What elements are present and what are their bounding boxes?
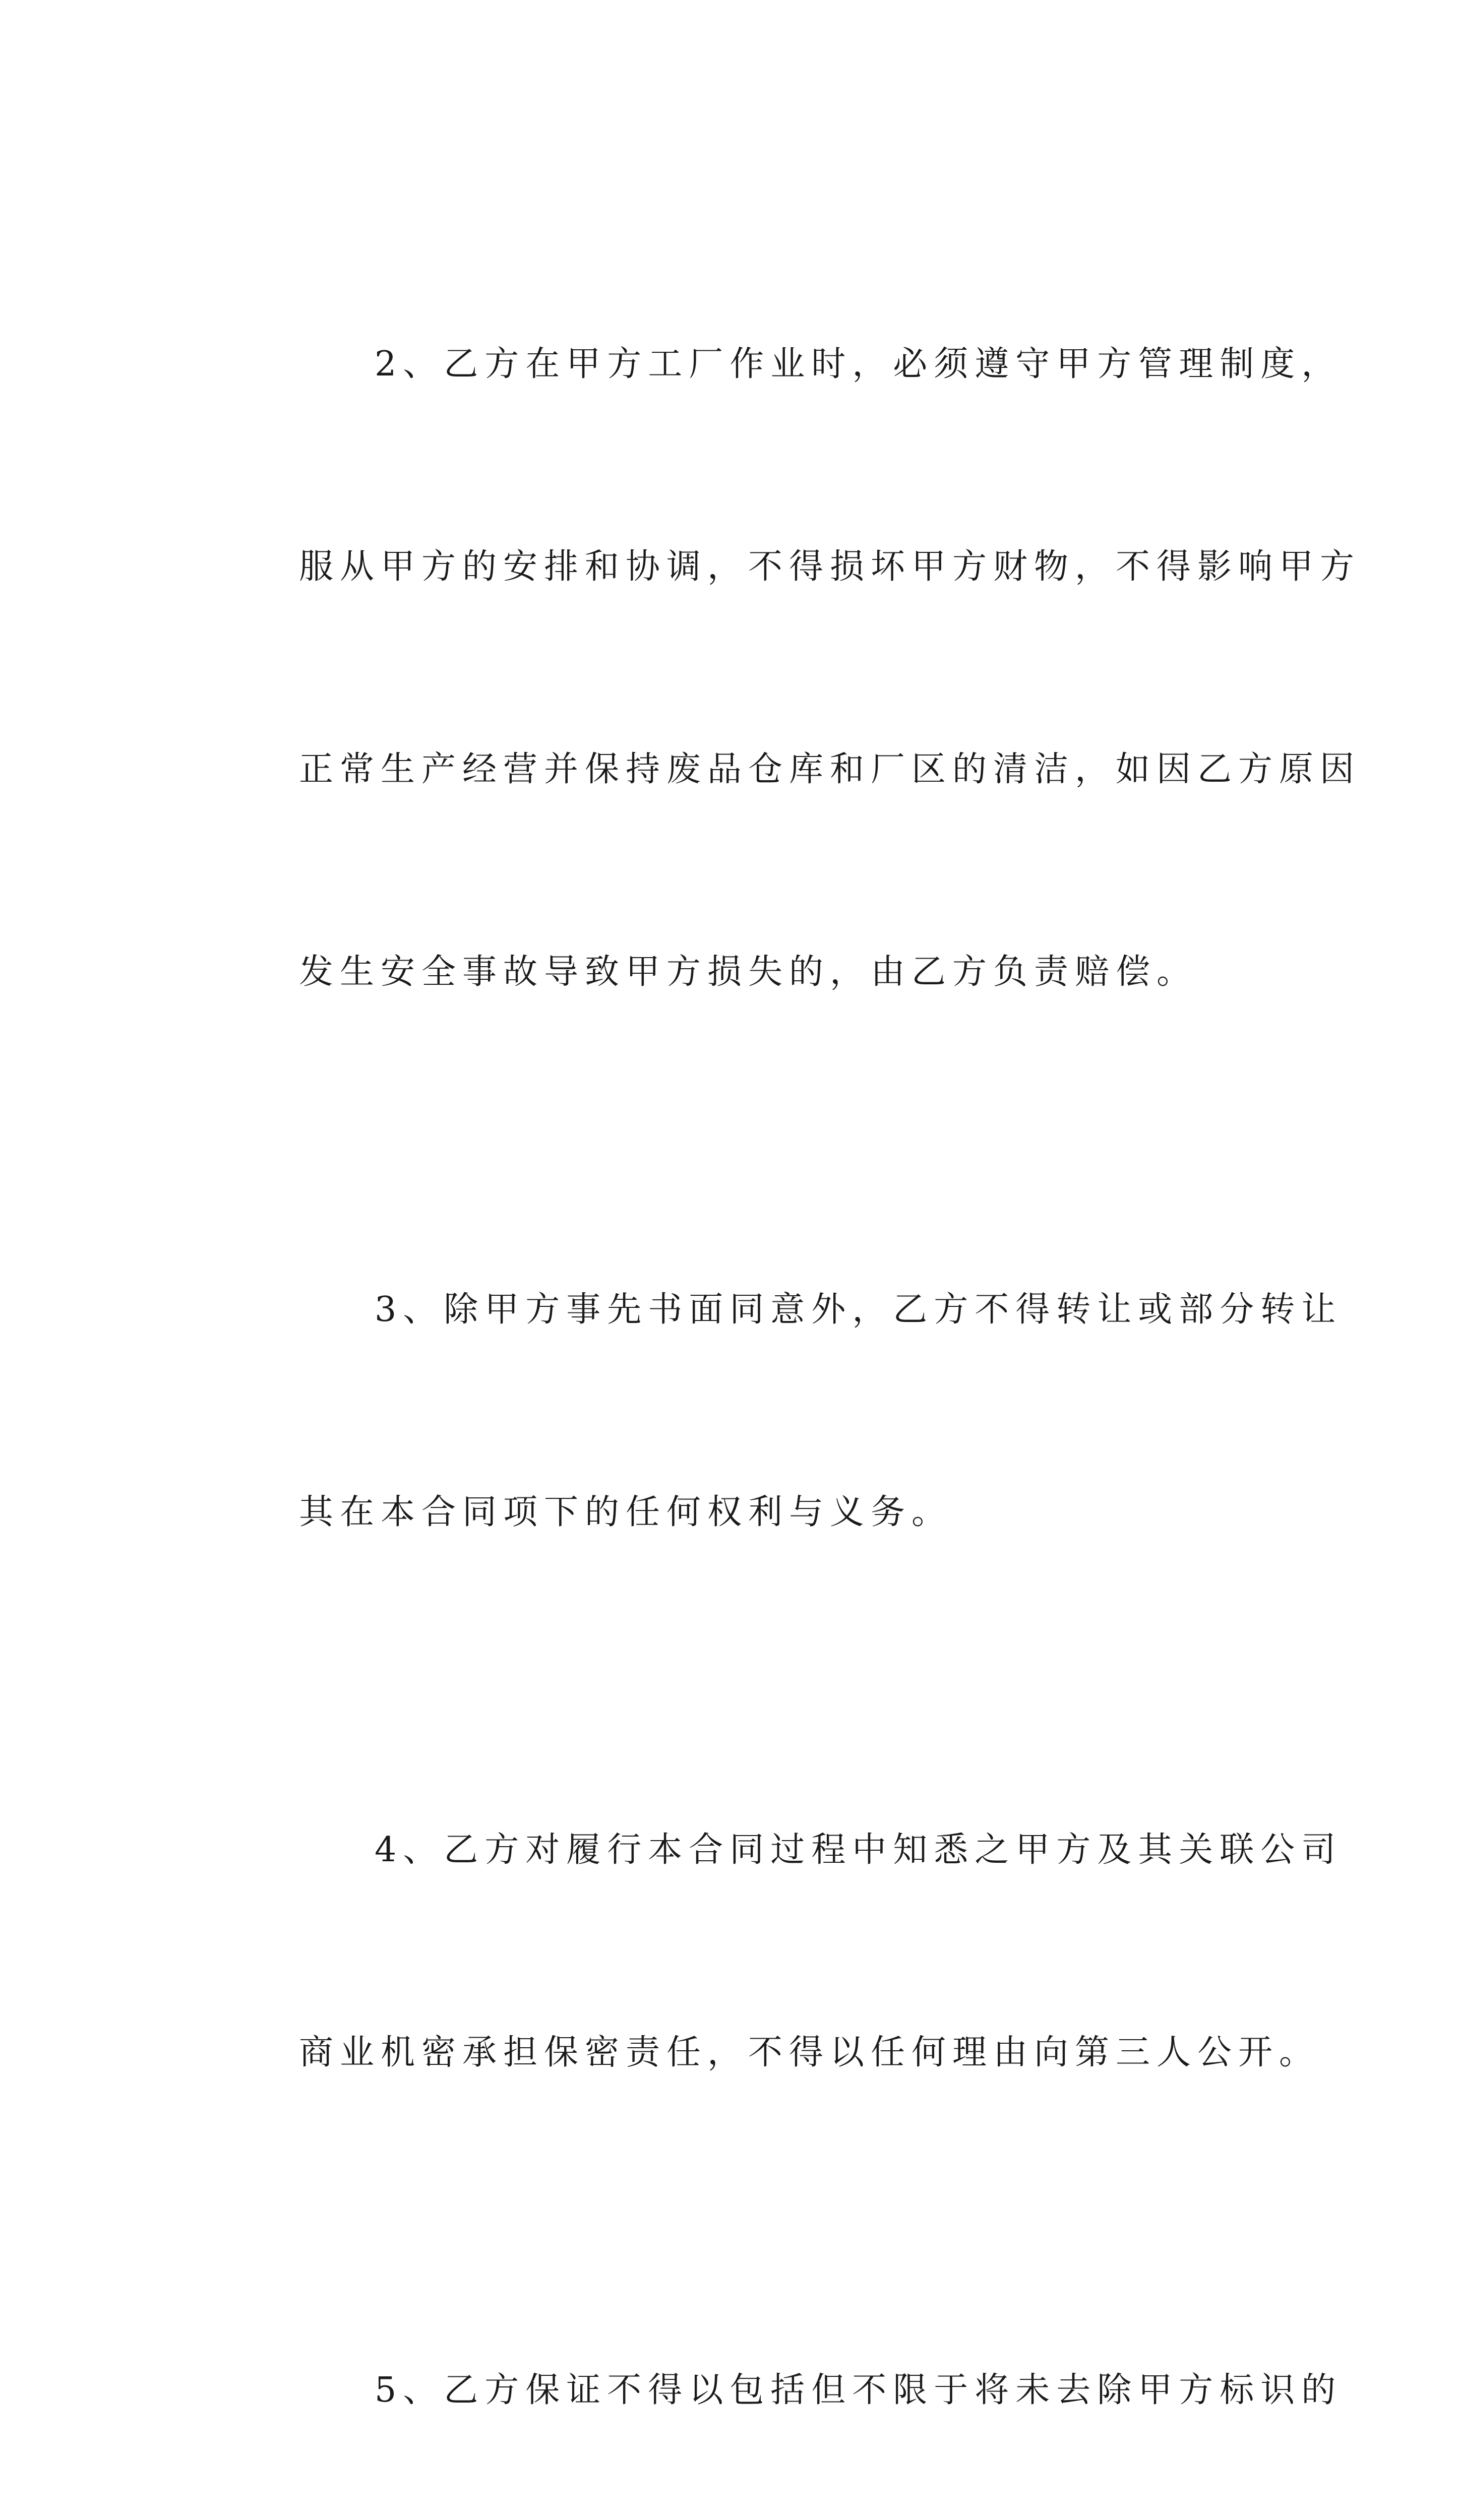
clause-7-5 — [223, 2222, 1343, 2520]
text-line: 发生安全事故导致甲方损失的，由乙方负责赔偿。 — [299, 952, 1198, 992]
text-line: 4、乙方对履行本合同过程中知悉之甲方及其关联公司 — [375, 1830, 1343, 1870]
clause-7-2 — [223, 196, 1361, 1141]
clause-7-4 — [223, 1681, 1343, 2222]
document-body — [223, 196, 1361, 2520]
text-line: 服从甲方的安排和协调，不得损坏甲方财物，不得影响甲方 — [299, 547, 1361, 587]
clause-7-3 — [223, 1141, 1343, 1681]
text-line: 商业机密承担保密责任，不得以任何理由向第三人公开。 — [299, 2033, 1320, 2072]
text-line: 其在本合同项下的任何权利与义务。 — [299, 1492, 953, 1532]
text-line: 5、乙方保证不得以包括但不限于将未去除甲方标识的 — [375, 2370, 1343, 2410]
text-line: 正常生产经营并保持废品仓库和厂区的清洁，如因乙方原因 — [299, 749, 1361, 789]
text-line: 2、乙方在甲方工厂作业时，必须遵守甲方管理制度， — [375, 344, 1343, 384]
text-line: 3、除甲方事先书面同意外，乙方不得转让或部分转让 — [375, 1290, 1343, 1330]
